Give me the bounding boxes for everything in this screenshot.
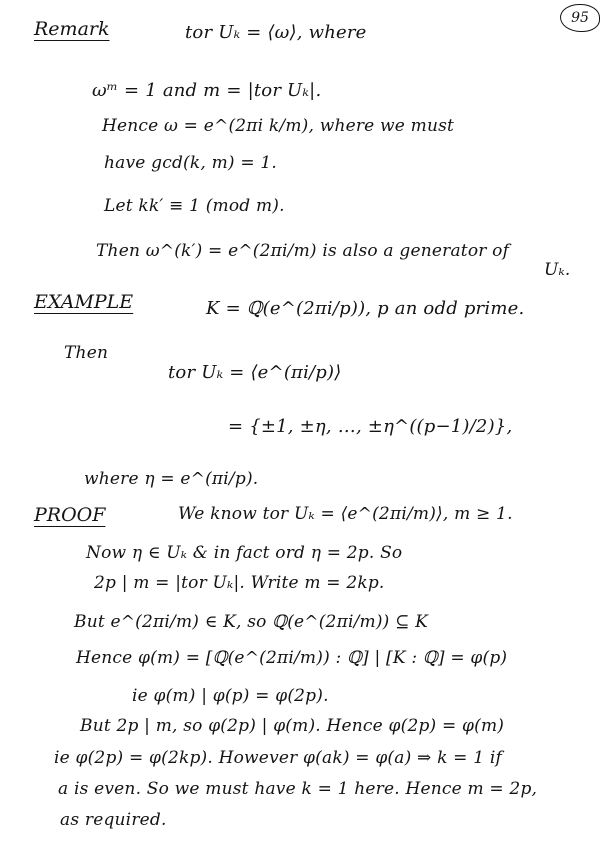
note-line: ie φ(2p) = φ(2kp). However φ(ak) = φ(a) ⇒ k = 1 if [54, 748, 502, 768]
page-number: 95 [560, 4, 600, 32]
proof-heading: PROOF [34, 504, 106, 526]
remark-heading: Remark [34, 18, 110, 40]
example-heading: EXAMPLE [34, 291, 134, 313]
note-line: But 2p | m, so φ(2p) | φ(m). Hence φ(2p) = φ(m) [80, 716, 505, 736]
note-line: = {±1, ±η, …, ±η^((p−1)/2)}, [228, 416, 513, 437]
note-line: have gcd(k, m) = 1. [104, 153, 278, 173]
note-line: as required. [60, 810, 167, 830]
note-line: Uₖ. [544, 260, 571, 280]
note-line: tor Uₖ = ⟨e^(πi/p)⟩ [168, 362, 342, 383]
note-line: tor Uₖ = ⟨ω⟩, where [185, 22, 367, 43]
note-line: a is even. So we must have k = 1 here. Hence m = 2p, [58, 779, 538, 799]
note-line: ωᵐ = 1 and m = |tor Uₖ|. [92, 80, 322, 101]
note-line: ie φ(m) | φ(p) = φ(2p). [132, 686, 329, 706]
note-line: Let kk′ ≡ 1 (mod m). [104, 196, 285, 216]
note-line: Hence ω = e^(2πi k/m), where we must [102, 116, 455, 136]
note-line: where η = e^(πi/p). [84, 469, 259, 489]
note-line: But e^(2πi/m) ∈ K, so ℚ(e^(2πi/m)) ⊆ K [74, 612, 429, 632]
note-line: Then [64, 343, 109, 363]
note-line: 2p | m = |tor Uₖ|. Write m = 2kp. [94, 573, 385, 593]
note-line: Then ω^(k′) = e^(2πi/m) is also a generator of [96, 241, 510, 261]
note-line: Hence φ(m) = [ℚ(e^(2πi/m)) : ℚ] | [K : ℚ] = φ(p) [76, 648, 508, 668]
note-line: K = ℚ(e^(2πi/p)), p an odd prime. [206, 298, 525, 319]
note-line: Now η ∈ Uₖ & in fact ord η = 2p. So [86, 543, 403, 563]
note-line: We know tor Uₖ = ⟨e^(2πi/m)⟩, m ≥ 1. [178, 504, 513, 524]
